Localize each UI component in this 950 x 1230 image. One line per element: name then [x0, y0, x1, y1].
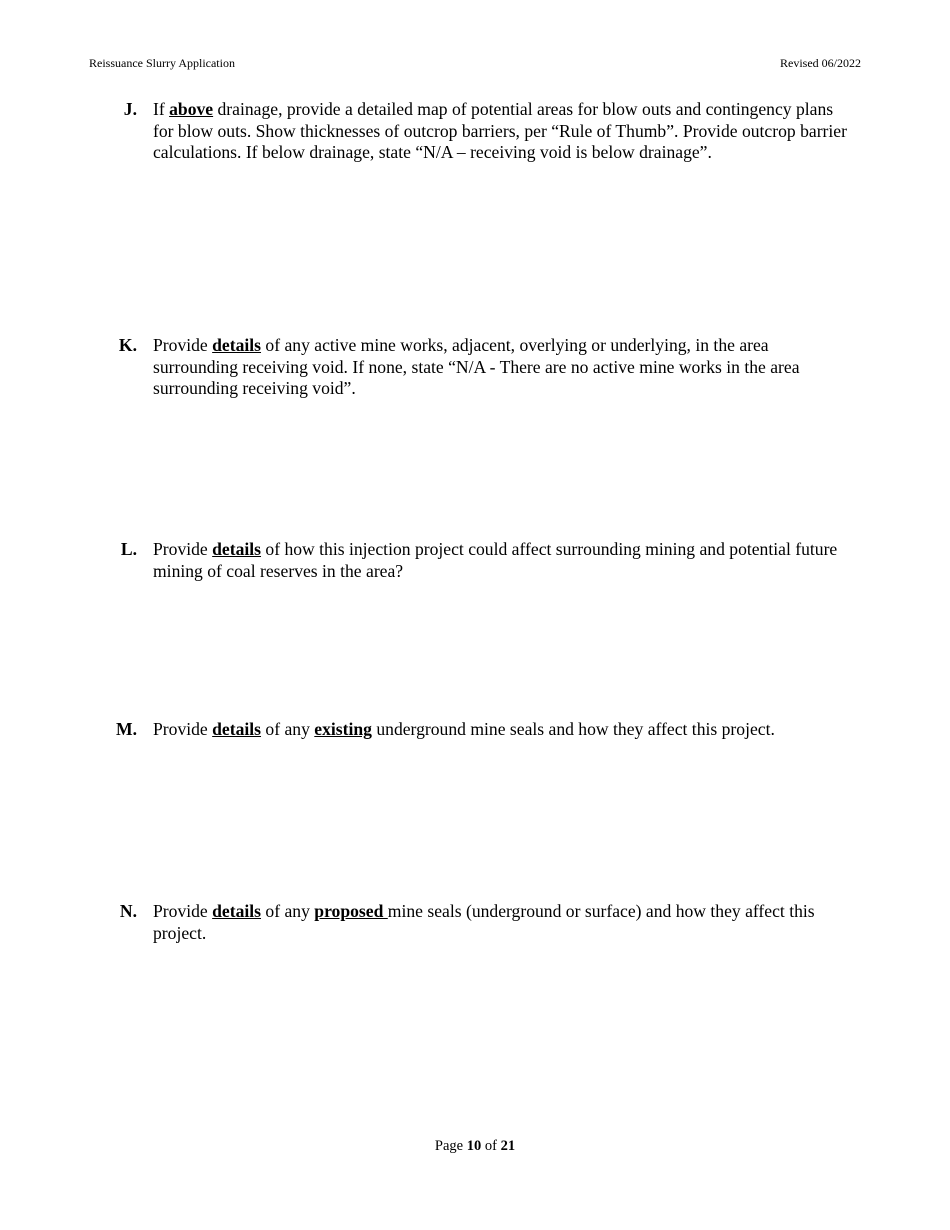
question-item-j	[100, 99, 855, 164]
item-text-pre: Provide	[153, 539, 213, 559]
page-number: 10	[466, 1138, 482, 1154]
item-emphasis: details	[212, 719, 262, 739]
question-item-n	[100, 901, 855, 944]
item-text	[153, 335, 855, 400]
of-word: of	[484, 1138, 497, 1154]
item-text-post: of any active mine works, adjacent, overlying or underlying, in the area surrounding receiving void. If none, state “N/A - There are no active mine works in the area surrounding receiving void”.	[153, 335, 800, 398]
item-text	[153, 99, 855, 164]
item-emphasis: details	[212, 901, 262, 921]
question-item-m	[100, 719, 855, 741]
item-letter: L.	[120, 539, 137, 559]
item-text-pre: If	[153, 99, 170, 119]
page-word: Page	[434, 1138, 464, 1154]
question-item-k	[100, 335, 855, 400]
item-text-pre: Provide	[153, 901, 213, 921]
item-emphasis: above	[169, 99, 214, 119]
item-letter: M.	[115, 719, 137, 739]
item-emphasis-2: proposed	[314, 901, 388, 921]
item-emphasis-2: existing	[314, 719, 372, 739]
header-revision: Revised 06/2022	[780, 56, 861, 70]
item-emphasis: details	[212, 335, 262, 355]
item-text	[153, 901, 855, 944]
item-letter: K.	[118, 335, 137, 355]
item-text-post: mine seals (underground or surface) and how they affect this project.	[153, 901, 815, 943]
header-title: Reissuance Slurry Application	[89, 56, 235, 70]
question-item-l	[100, 539, 855, 582]
item-text-post: underground mine seals and how they affect this project.	[371, 719, 775, 739]
item-letter: N.	[119, 901, 137, 921]
item-text	[153, 719, 855, 741]
item-emphasis: details	[212, 539, 262, 559]
item-text-post: of how this injection project could affect surrounding mining and potential future mining of coal reserves in the area?	[153, 539, 838, 581]
item-text-post: drainage, provide a detailed map of potential areas for blow outs and contingency plans for blow outs. Show thicknesses of outcrop barriers, per “Rule of Thumb”. Provide outcrop barrier calculations. If below drainage, state “N/A – receiving void is below drainage”.	[153, 99, 847, 162]
item-text-mid: of any	[261, 901, 315, 921]
item-letter: J.	[123, 99, 137, 119]
page-header	[89, 56, 861, 70]
page-footer	[0, 1137, 950, 1155]
item-text-pre: Provide	[153, 719, 213, 739]
page-total: 21	[500, 1138, 516, 1154]
item-text-mid: of any	[261, 719, 315, 739]
item-text-pre: Provide	[153, 335, 213, 355]
item-text	[153, 539, 855, 582]
